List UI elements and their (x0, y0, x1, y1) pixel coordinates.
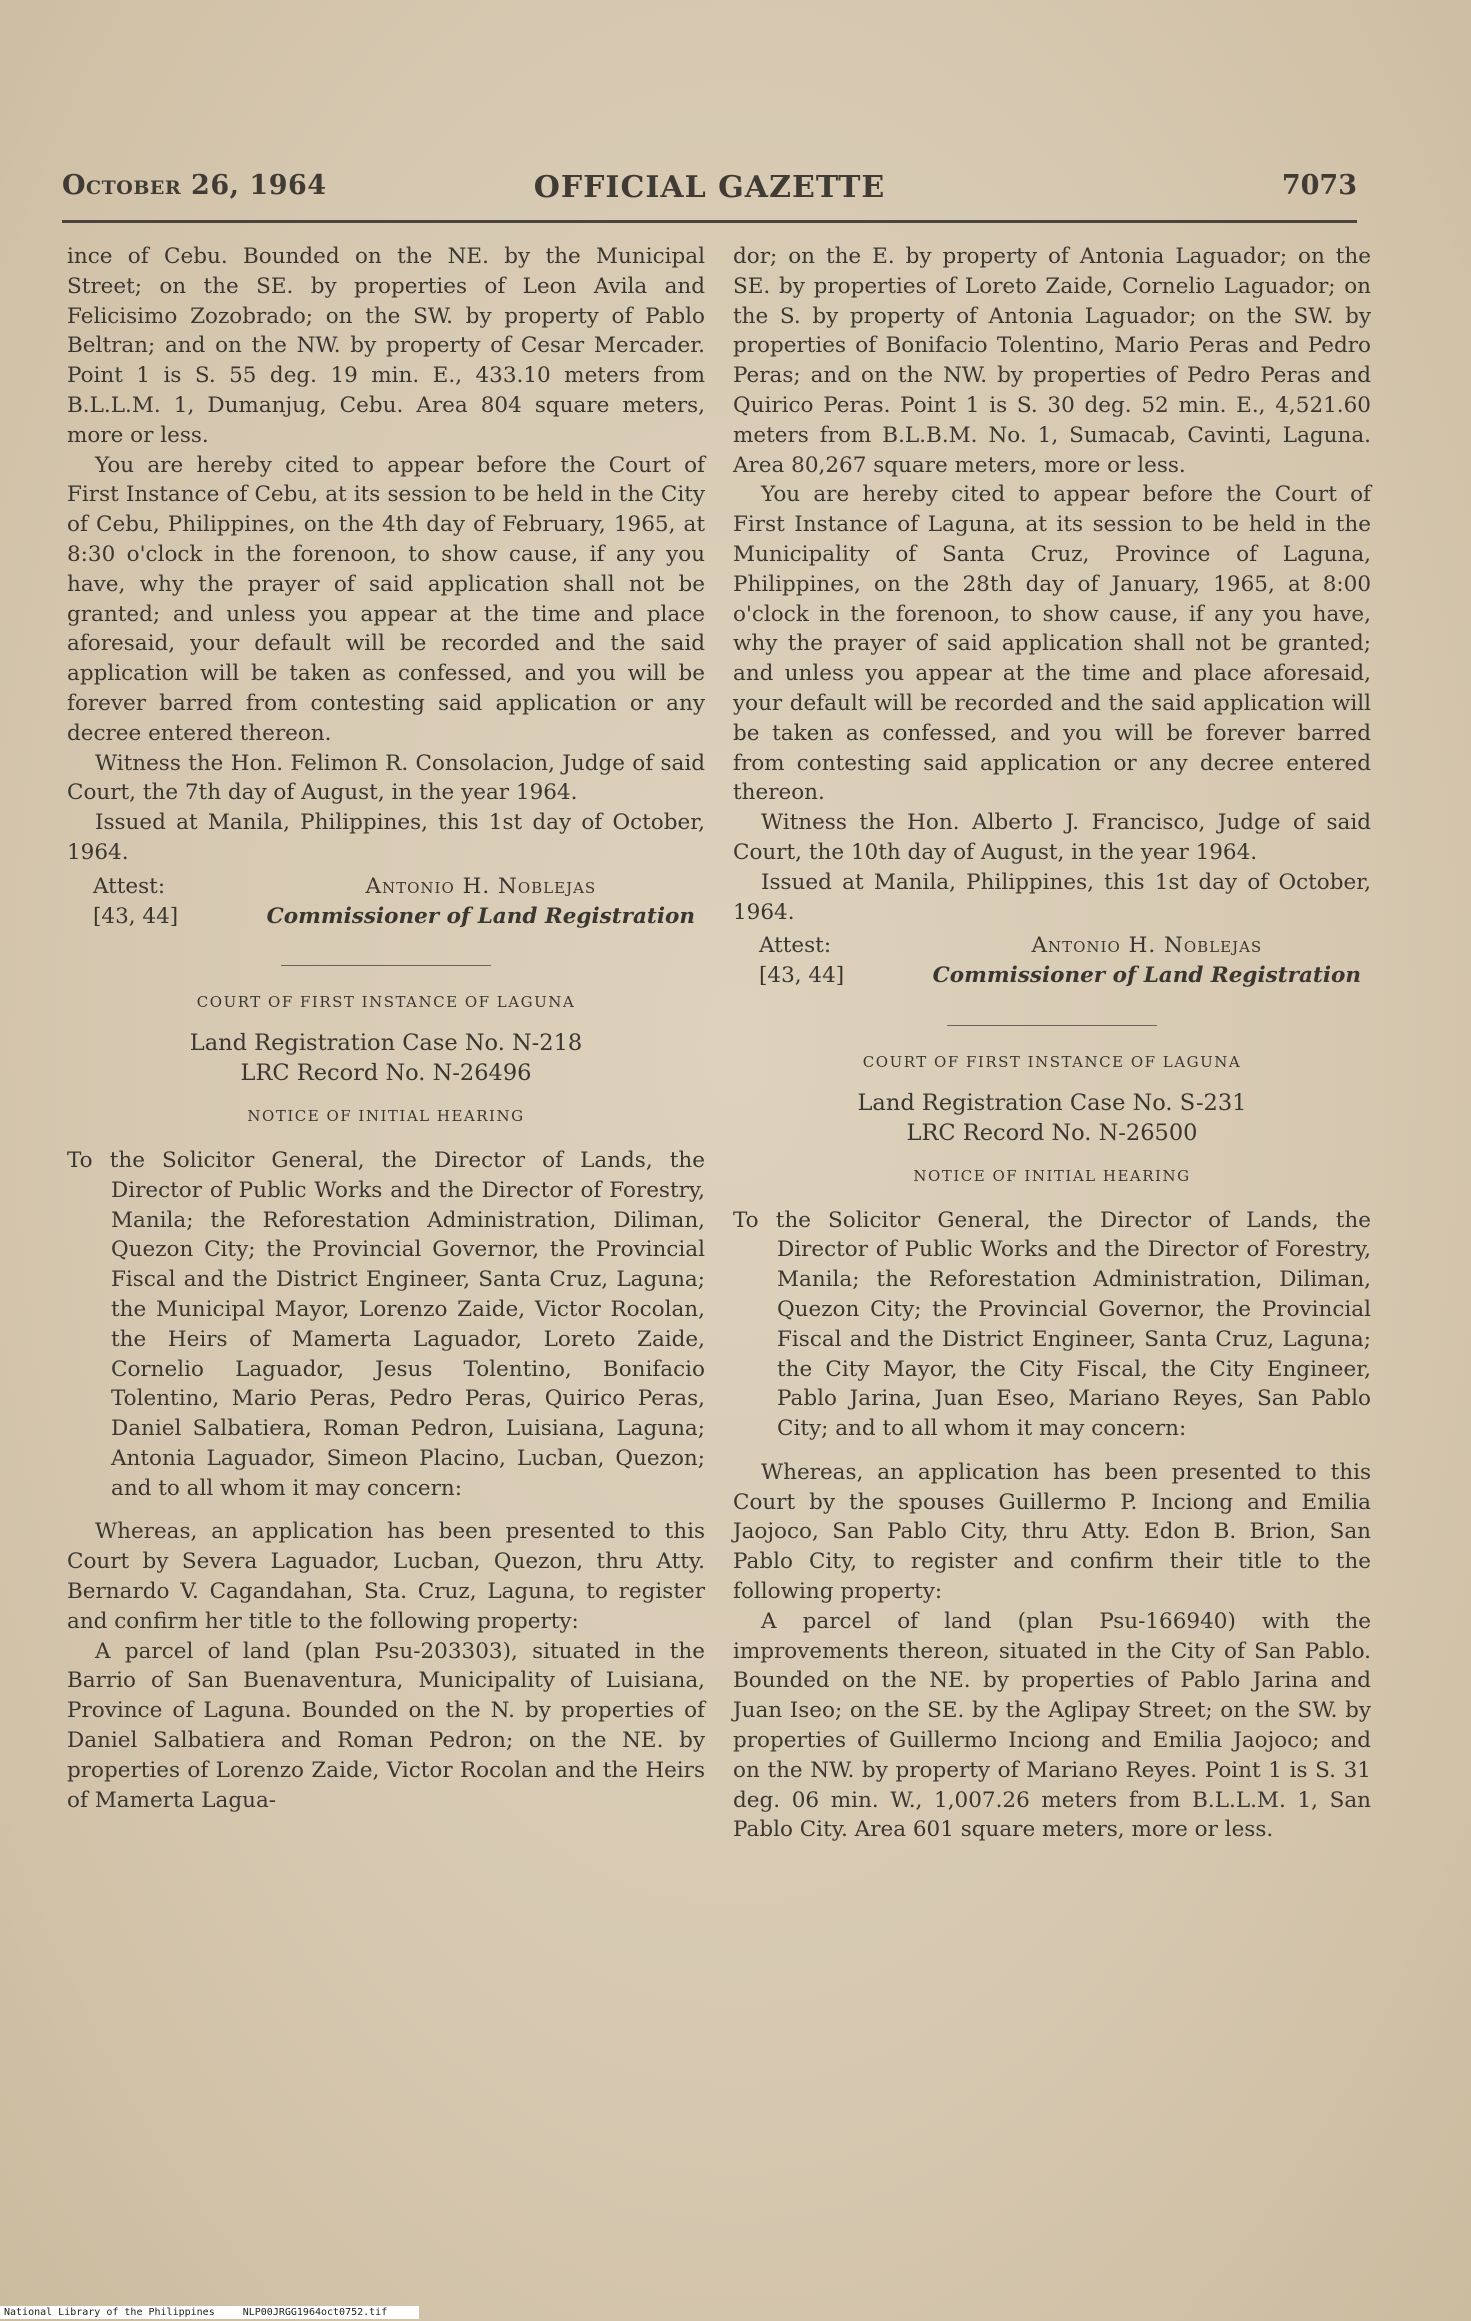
attestation-block (733, 931, 1371, 991)
witness-paragraph: Witness the Hon. Alberto J. Francisco, Judge of said Court, the 10th day of August, in the year 1964. (733, 810, 1371, 865)
addressees-paragraph: To the Solicitor General, the Director of Lands, the Director of Public Works and the Director of Forestry, Manila; the Reforestation Administration, Diliman, Quezon City; the Provincial Governor, the Provincial Fiscal and the District Engineer, Santa Cruz, Laguna; the Municipal Mayor, Lorenzo Zaide, Victor Rocolan, the Heirs of Mamerta Laguador, Loreto Zaide, Cornelio Laguador, Jesus Tolentino, Bonifacio Tolentino, Mario Peras, Pedro Peras, Quirico Peras, Daniel Salbatiera, Roman Pedron, Luisiana, Laguna; Antonia Laguador, Simeon Placino, Lucban, Quezon; and to all whom it may concern: (67, 1147, 705, 1501)
notice-heading: NOTICE OF INITIAL HEARING (913, 1166, 1191, 1185)
court-heading: COURT OF FIRST INSTANCE OF LAGUNA (196, 993, 576, 1012)
attest-reference: [43, 44] (759, 963, 845, 989)
attestation-block (67, 872, 705, 932)
section-divider (281, 965, 491, 966)
addressees-paragraph: To the Solicitor General, the Director of Lands, the Director of Public Works and the Director of Forestry, Manila; the Reforestation Administration, Diliman, Quezon City; the Provincial Governor, the Provincial Fiscal and the District Engineer, Santa Cruz, Laguna; the City Mayor, the City Fiscal, the City Engineer, Pablo Jarina, Juan Eseo, Mariano Reyes, San Pablo City; and to all whom it may concern: (733, 1207, 1371, 1442)
library-credit: National Library of the Philippines (4, 2307, 215, 2318)
case-number: Land Registration Case No. N-218 (189, 1030, 583, 1057)
record-number: LRC Record No. N-26496 (240, 1060, 532, 1087)
signer-name: Antonio H. Noblejas (365, 873, 597, 899)
issued-paragraph: Issued at Manila, Philippines, this 1st day of October, 1964. (67, 810, 705, 865)
notice-heading: NOTICE OF INITIAL HEARING (247, 1107, 525, 1126)
whereas-paragraph: Whereas, an application has been presented to this Court by Severa Laguador, Lucban, Quezon, thru Atty. Bernardo V. Cagandahan, Sta. Cruz, Laguna, to register and confirm her title to the following property: (67, 1519, 705, 1634)
case-number: Land Registration Case No. S-231 (857, 1089, 1247, 1116)
scan-footer (0, 2306, 419, 2319)
right-column (733, 242, 1371, 1845)
whereas-paragraph: Whereas, an application has been presented to this Court by the spouses Guillermo P. Inciong and Emilia Jaojoco, San Pablo City, thru Atty. Edon B. Brion, San Pablo City, to register and confirm their title to the following property: (733, 1459, 1371, 1605)
witness-paragraph: Witness the Hon. Felimon R. Consolacion, Judge of said Court, the 7th day of August, in the year 1964. (67, 750, 705, 806)
signer-name: Antonio H. Noblejas (1031, 933, 1263, 959)
attest-label: Attest: (759, 933, 832, 959)
citation-paragraph: You are hereby cited to appear before the Court of First Instance of Laguna, at its session to be held in the Municipality of Santa Cruz, Province of Laguna, Philippines, on the 28th day of January, 1965, at 8:00 o'clock in the forenoon, to show cause, if any you have, why the prayer of said application shall not be granted; and unless you appear at the time and place aforesaid, your default will be recorded and the said application will be taken as confessed, and you will be forever barred from contesting said application or any decree entered thereon. (733, 482, 1371, 806)
publication-title: OFFICIAL GAZETTE (533, 170, 886, 205)
court-heading: COURT OF FIRST INSTANCE OF LAGUNA (862, 1052, 1242, 1071)
attest-label: Attest: (93, 873, 166, 899)
parcel-paragraph: A parcel of land (plan Psu-166940) with the improvements thereon, situated in the City of San Pablo. Bounded on the NE. by properties of Pablo Jarina and Juan Iseo; on the SE. by the Aglipay Street; on the SW. by properties of Guillermo Inciong and Emilia Jaojoco; and on the NW. by property of Mariano Reyes. Point 1 is S. 31 deg. 06 min. W., 1,007.26 meters from B.L.L.M. 1, San Pablo City. Area 601 square meters, more or less. (733, 1608, 1371, 1843)
left-column (67, 242, 705, 1815)
issue-date: October 26, 1964 (62, 170, 327, 201)
continued-paragraph: ince of Cebu. Bounded on the NE. by the Municipal Street; on the SE. by properties of Leon Avila and Felicisimo Zozobrado; on the SW. by property of Pablo Beltran; and on the NW. by property of Cesar Mercader. Point 1 is S. 55 deg. 19 min. E., 433.10 meters from B.L.L.M. 1, Dumanjug, Cebu. Area 804 square meters, more or less. (67, 244, 705, 448)
citation-paragraph: You are hereby cited to appear before the Court of First Instance of Cebu, at its session to be held in the City of Cebu, Philippines, on the 4th day of February, 1965, at 8:30 o'clock in the forenoon, to show cause, if any you have, why the prayer of said application shall not be granted; and unless you appear at the time and place aforesaid, your default will be recorded and the said application will be taken as confessed, and you will be forever barred from contesting said application or any decree entered thereon. (67, 452, 705, 746)
parcel-paragraph: A parcel of land (plan Psu-203303), situated in the Barrio of San Buenaventura, Municipality of Luisiana, Province of Laguna. Bounded on the N. by properties of Daniel Salbatiera and Roman Pedron; on the NE. by properties of Lorenzo Zaide, Victor Rocolan and the Heirs of Mamerta Lagua- (67, 1638, 705, 1813)
issued-paragraph: Issued at Manila, Philippines, this 1st day of October, 1964. (733, 869, 1371, 925)
section-divider (947, 1025, 1157, 1026)
continued-paragraph: dor; on the E. by property of Antonia Laguador; on the SE. by properties of Loreto Zaide, Cornelio Laguador; on the S. by property of Antonia Laguador; on the SW. by properties of Bonifacio Tolentino, Mario Peras and Pedro Peras; and on the NW. by properties of Pedro Peras and Quirico Peras. Point 1 is S. 30 deg. 52 min. E., 4,521.60 meters from B.L.B.M. No. 1, Sumacab, Cavinti, Laguna. Area 80,267 square meters, more or less. (733, 244, 1371, 478)
scan-filename: NLP00JRGG1964oct0752.tif (242, 2307, 388, 2318)
page-header (62, 170, 1357, 220)
attest-reference: [43, 44] (93, 903, 179, 929)
header-rule (62, 220, 1357, 223)
record-number: LRC Record No. N-26500 (906, 1119, 1198, 1146)
signer-title: Commissioner of Land Registration (932, 963, 1361, 989)
page-number: 7073 (1281, 170, 1357, 201)
signer-title: Commissioner of Land Registration (266, 903, 695, 929)
